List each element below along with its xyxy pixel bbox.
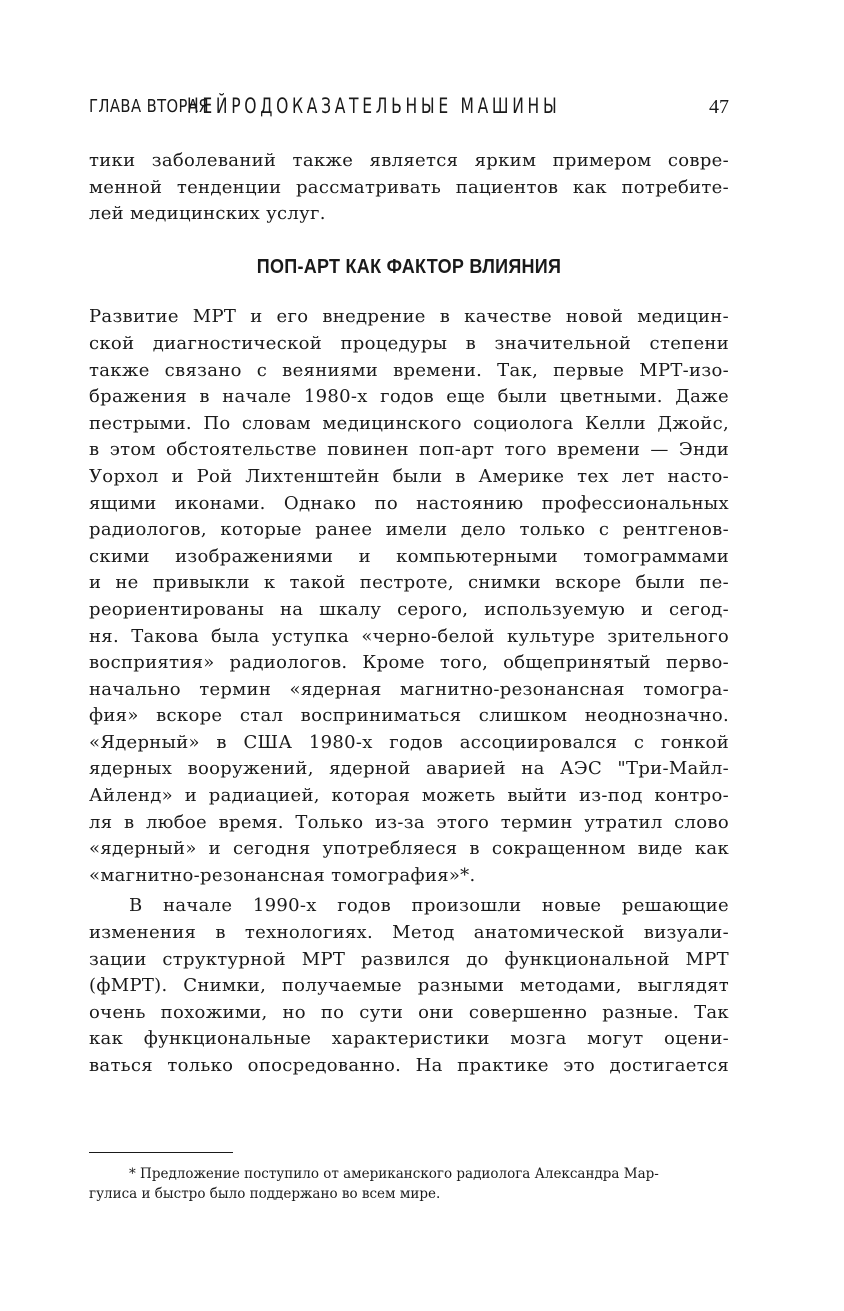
text-line: зации структурной МРТ развился до функциональной МРТ: [89, 948, 729, 970]
text-line: скими изображениями и компьютерными томограммами: [89, 545, 729, 567]
footnote-divider: [89, 1152, 233, 1153]
text-line: ящими иконами. Однако по настоянию профессиональных: [89, 492, 729, 514]
page-number: 47: [709, 96, 729, 118]
chapter-title: НЕЙРОДОКАЗАТЕЛЬНЫЕ МАШИНЫ: [187, 94, 561, 118]
text-line: очень похожими, но по сути они совершенно разные. Так: [89, 1001, 729, 1023]
text-line: ской диагностической процедуры в значительной степени: [89, 332, 729, 354]
footnote-line: гулиса и быстро было поддержано во всем мире.: [89, 1186, 441, 1202]
text-line: бражения в начале 1980-х годов еще были цветными. Даже: [89, 386, 729, 408]
chapter-label: ГЛАВА ВТОРАЯ: [89, 96, 210, 117]
text-line: ля в любое время. Только из-за этого термин утратил слово: [89, 811, 729, 833]
section-heading: ПОП-АРТ КАК ФАКТОР ВЛИЯНИЯ: [256, 255, 562, 278]
text-line: менной тенденции рассматривать пациентов как потребите-: [89, 176, 729, 198]
text-line: «Ядерный» в США 1980-х годов ассоциировался с гонкой: [89, 731, 729, 753]
text-line: лей медицинских услуг.: [89, 203, 326, 225]
text-line: Развитие МРТ и его внедрение в качестве новой медицин-: [89, 306, 729, 328]
running-head: [89, 94, 729, 124]
body-text: [89, 148, 729, 1080]
text-line: и не привыкли к такой пестроте, снимки вскоре были пе-: [89, 572, 729, 594]
text-line: В начале 1990-х годов произошли новые решающие: [129, 895, 729, 917]
text-line: изменения в технологиях. Метод анатомической визуали-: [89, 922, 729, 944]
footnote-line: * Предложение поступило от американского радиолога Александра Мар-: [129, 1166, 659, 1182]
text-line: «ядерный» и сегодня употребляеся в сокращенном виде как: [89, 838, 729, 860]
text-line: реориентированы на шкалу серого, используемую и сегод-: [89, 598, 729, 620]
text-line: начально термин «ядерная магнитно-резонансная томогра-: [89, 678, 729, 700]
text-line: как функциональные характеристики мозга могут оцени-: [89, 1028, 729, 1050]
text-line: также связано с веяниями времени. Так, первые МРТ-изо-: [89, 359, 729, 381]
text-line: пестрыми. По словам медицинского социолога Келли Джойс,: [89, 412, 729, 434]
text-line: Уорхол и Рой Лихтенштейн были в Америке тех лет насто-: [89, 465, 729, 487]
text-line: фия» вскоре стал восприниматься слишком неоднозначно.: [89, 705, 729, 727]
text-line: ваться только опосредованно. На практике это достигается: [89, 1055, 729, 1076]
text-line: восприятия» радиологов. Кроме того, общепринятый перво-: [89, 652, 729, 674]
text-line: ядерных вооружений, ядерной аварией на АЭС "Три-Майл-: [89, 758, 729, 780]
text-line: (фМРТ). Снимки, получаемые разными методами, выглядят: [89, 975, 729, 997]
text-line: «магнитно-резонансная томография»*.: [89, 864, 476, 886]
text-line: ня. Такова была уступка «черно-белой культуре зрительного: [89, 625, 729, 647]
footnote: [89, 1164, 729, 1204]
text-line: радиологов, которые ранее имели дело только с рентгенов-: [89, 519, 729, 541]
text-line: Айленд» и радиацией, которая можеть выйти из-под контро-: [89, 785, 729, 807]
text-line: тики заболеваний также является ярким примером совре-: [89, 150, 729, 171]
text-line: в этом обстоятельстве повинен поп-арт того времени — Энди: [89, 439, 729, 461]
